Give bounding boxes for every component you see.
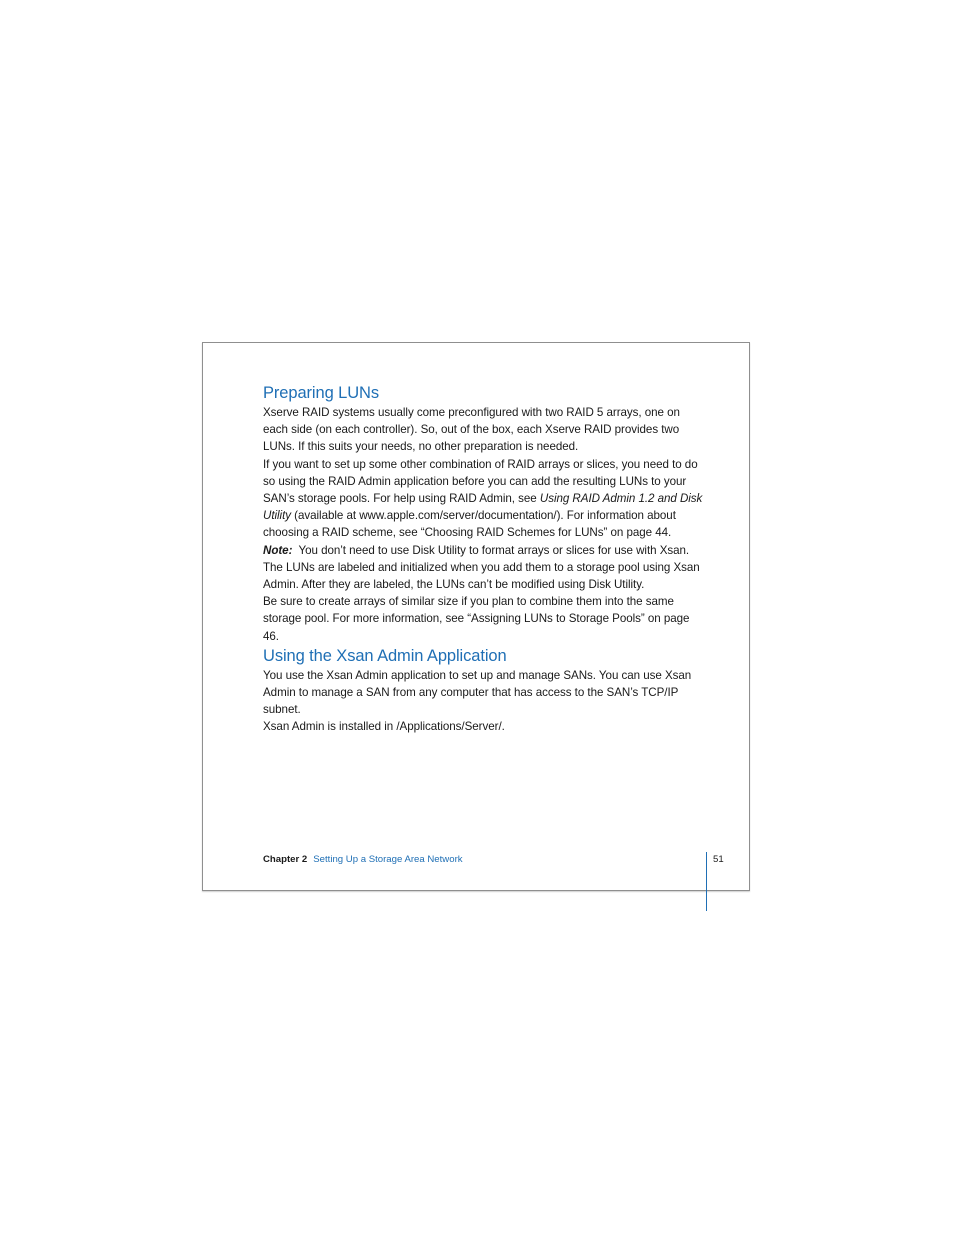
paragraph-raid-admin-text-1: If you want to set up some other combination of RAID arrays or slices, you need to do so using the RAID Admin application before you can add the resulting LUNs to your SAN’s storage pools. For help using RAID Admin, see	[263, 457, 698, 506]
footer-divider	[706, 852, 707, 911]
page-content	[263, 382, 705, 736]
paragraph-xsan-admin-usage: You use the Xsan Admin application to set up and manage SANs. You can use Xsan Admin to manage a SAN from any computer that has access to the SAN’s TCP/IP subnet.	[263, 668, 692, 717]
footer-chapter	[263, 853, 463, 867]
section-heading-xsan-admin: Using the Xsan Admin Application	[263, 646, 507, 665]
paragraph-array-size: Be sure to create arrays of similar size if you plan to combine them into the same storage pool. For more information, see “Assigning LUNs to Storage Pools” on page 46.	[263, 595, 690, 643]
footer-chapter-label: Chapter 2	[263, 854, 308, 865]
page-number: 51	[713, 854, 724, 865]
note-paragraph	[263, 542, 705, 594]
paragraph-xserve-raid-defaults: Xserve RAID systems usually come preconfigured with two RAID 5 arrays, one on each side (on each controller). So, out of the box, each Xserve RAID provides two LUNs. If this suits your needs, no other preparation is needed.	[263, 406, 680, 454]
note-label: Note:	[263, 543, 293, 557]
note-text: You don’t need to use Disk Utility to format arrays or slices for use with Xsan. The LUNs are labeled and initialized when you add them to a storage pool using Xsan Admin. After they are labeled, the LUNs can’t be modified using Disk Utility.	[263, 543, 703, 592]
paragraph-xsan-admin-location: Xsan Admin is installed in /Applications/Server/.	[263, 720, 505, 734]
raid-admin-doc-title: Using RAID Admin 1.2 and Disk Utility	[263, 492, 703, 523]
paragraph-raid-admin-text-2: (available at www.apple.com/server/documentation/). For information about choosing a RAID scheme, see “Choosing RAID Schemes for LUNs” on page 44.	[263, 509, 676, 540]
section-heading-preparing-luns: Preparing LUNs	[263, 384, 379, 402]
paragraph-raid-admin	[263, 456, 705, 542]
footer-chapter-title: Setting Up a Storage Area Network	[313, 854, 463, 865]
